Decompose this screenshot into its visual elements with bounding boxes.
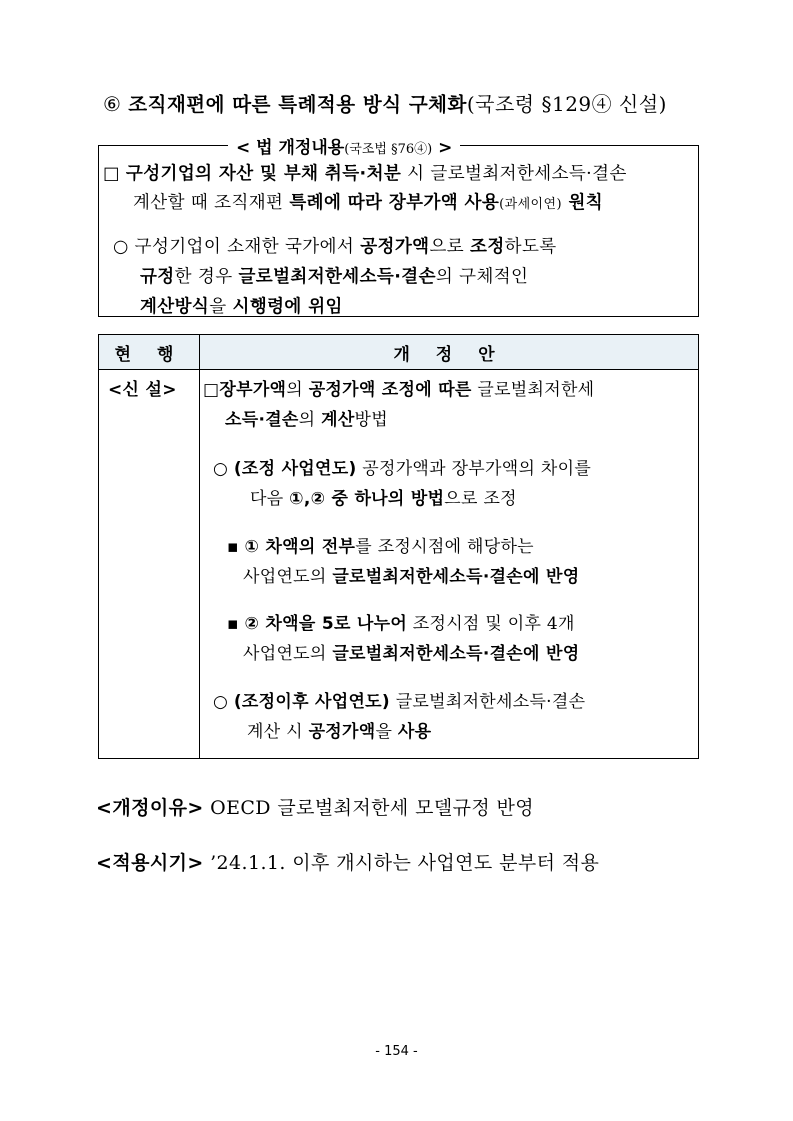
proposed-line-4-bold: ①,② 중 하나의 방법	[289, 489, 445, 509]
law-box-title-ref: (국조법 §76④)	[344, 142, 433, 157]
proposed-line-8	[243, 639, 579, 664]
law-box-line-3-text-2: 으로	[429, 237, 471, 257]
amendment-reason-text: OECD 글로벌최저한세 모델규정 반영	[203, 797, 535, 819]
proposed-line-1	[203, 375, 594, 400]
circle-bullet: ○	[213, 692, 234, 712]
small-square-bullet: ▪	[227, 614, 245, 634]
law-box-line-3-text-3: 하도록	[504, 237, 557, 257]
proposed-line-2-text: 의	[298, 410, 322, 430]
law-box-title	[228, 133, 460, 158]
law-box-title-end: >	[432, 138, 453, 158]
proposed-line-2-bold-2: 계산	[321, 410, 355, 430]
law-box-line-4-text: 한 경우	[174, 267, 239, 287]
proposed-line-4-text-2: 으로 조정	[444, 489, 517, 509]
proposed-line-10-text-2: 을	[375, 722, 398, 742]
law-box-line-2-bold-2: 원칙	[561, 193, 604, 213]
law-box-line-3	[113, 233, 557, 258]
proposed-line-5-bold: ① 차액의 전부	[244, 537, 356, 557]
section-title	[103, 88, 667, 117]
law-box-line-4-bold: 규정	[140, 267, 175, 287]
header-proposed: 개 정 안	[200, 335, 699, 370]
proposed-line-2	[225, 405, 388, 430]
law-box-line-3-bold: 공정가액	[360, 237, 430, 257]
amendment-reason-label: <개정이유>	[96, 797, 204, 819]
circle-bullet: ○	[213, 459, 234, 479]
law-box-line-4-text-2: 의 구체적인	[435, 267, 529, 287]
proposed-line-1-bold-2: 공정가액 조정에 따른	[308, 380, 472, 400]
proposed-line-1-bold: 장부가액	[219, 380, 287, 400]
proposed-line-2-bold: 소득·결손	[225, 410, 299, 430]
square-bullet: □	[203, 380, 220, 400]
circle-bullet: ○	[113, 237, 135, 257]
effective-date-text: ’24.1.1. 이후 개시하는 사업연도 분부터 적용	[203, 852, 600, 874]
amendment-reason	[96, 793, 534, 820]
effective-date-label: <적용시기>	[96, 852, 204, 874]
proposed-line-2-text-2: 방법	[354, 410, 388, 430]
section-number: ⑥	[103, 92, 129, 116]
proposed-line-6-bold: 글로벌최저한세소득·결손에 반영	[332, 567, 580, 587]
proposed-line-9-bold: (조정이후 사업연도)	[233, 692, 390, 712]
law-box-line-2-ref: (과세이연)	[499, 197, 562, 212]
law-box-line-2-text: 계산할 때 조직재편	[133, 193, 290, 213]
proposed-line-3-bold: (조정 사업연도)	[233, 459, 357, 479]
law-box-line-1	[103, 160, 627, 185]
current-cell	[99, 370, 200, 759]
square-bullet: □	[103, 164, 126, 184]
law-box-line-5	[140, 293, 343, 318]
law-box-line-1-text: 시 글로벌최저한세소득·결손	[401, 164, 627, 184]
law-box-line-5-bold-2: 시행령에 위임	[232, 297, 343, 317]
proposed-line-9	[213, 687, 585, 712]
proposed-cell	[200, 370, 699, 759]
amendment-table	[98, 334, 699, 759]
law-box-line-3-text: 구성기업이 소재한 국가에서	[134, 237, 361, 257]
effective-date	[96, 848, 599, 875]
proposed-line-8-bold: 글로벌최저한세소득·결손에 반영	[332, 644, 580, 664]
proposed-line-4	[250, 484, 517, 509]
proposed-line-5	[227, 532, 534, 557]
header-current: 현 행	[99, 335, 200, 370]
law-box-line-1-bold: 구성기업의 자산 및 부채 취득·처분	[125, 164, 402, 184]
proposed-line-7	[227, 609, 575, 634]
law-box-line-4-bold-2: 글로벌최저한세소득·결손	[238, 267, 436, 287]
small-square-bullet: ▪	[227, 537, 245, 557]
proposed-line-6	[243, 562, 579, 587]
law-box-line-2	[133, 189, 603, 214]
law-box-line-5-bold: 계산방식	[140, 297, 210, 317]
proposed-line-7-text: 조정시점 및 이후 4개	[407, 614, 575, 634]
proposed-line-1-text-2: 글로벌최저한세	[471, 380, 595, 400]
proposed-line-3-text: 공정가액과 장부가액의 차이를	[356, 459, 592, 479]
section-title-bold: 조직재편에 따른 특례적용 방식 구체화	[128, 93, 467, 116]
section-title-ref: (국조령 §129④ 신설)	[466, 92, 667, 116]
table-header-row	[99, 335, 699, 370]
proposed-line-4-text: 다음	[250, 489, 290, 509]
proposed-line-6-text: 사업연도의	[243, 567, 333, 587]
proposed-line-7-bold: ② 차액을 5로 나누어	[244, 614, 408, 634]
proposed-line-5-text: 를 조정시점에 해당하는	[355, 537, 534, 557]
proposed-line-3	[213, 454, 591, 479]
current-new-label: <신 설>	[108, 380, 177, 400]
proposed-line-8-text: 사업연도의	[243, 644, 333, 664]
proposed-line-10-bold-2: 사용	[397, 722, 432, 742]
proposed-line-9-text: 글로벌최저한세소득·결손	[389, 692, 586, 712]
law-box-line-3-bold-2: 조정	[470, 237, 505, 257]
proposed-line-10-bold: 공정가액	[308, 722, 376, 742]
proposed-line-1-text: 의	[286, 380, 309, 400]
law-box-line-2-bold: 특례에 따라 장부가액 사용	[289, 193, 500, 213]
page-number: - 154 -	[375, 1044, 418, 1059]
law-box-line-4	[140, 263, 528, 288]
law-box-line-5-text: 을	[209, 297, 233, 317]
table-row	[99, 370, 699, 759]
proposed-line-10-text: 계산 시	[247, 722, 309, 742]
law-box-title-text: < 법 개정내용	[236, 138, 345, 158]
proposed-line-10	[247, 717, 431, 742]
